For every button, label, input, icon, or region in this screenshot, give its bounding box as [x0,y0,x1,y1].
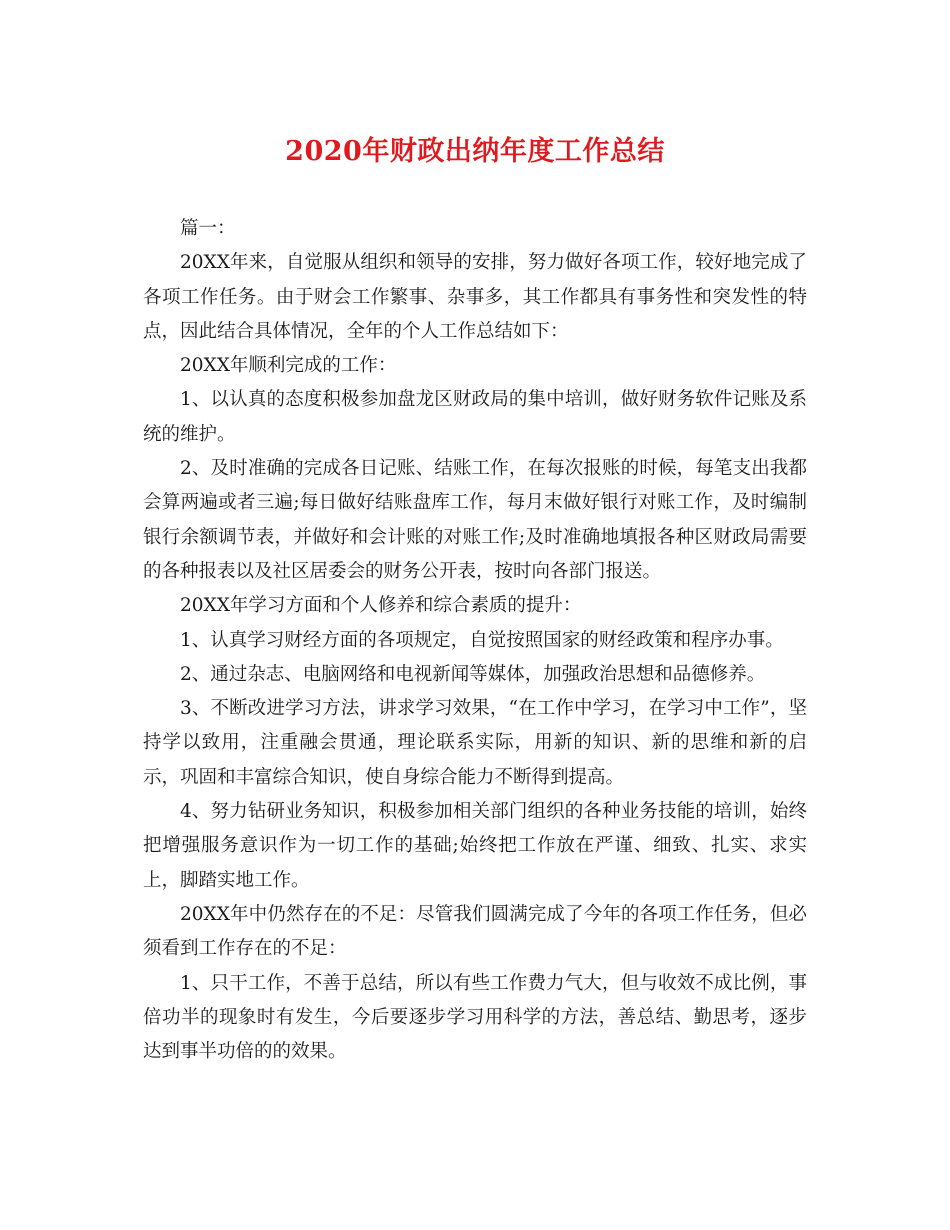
paragraph-completed-item-1: 1、以认真的态度积极参加盘龙区财政局的集中培训，做好财务软件记账及系统的维护。 [143,389,807,445]
section-heading-part-one: 篇一： [180,218,236,239]
paragraph-shortcoming-item-1: 1、只干工作，不善于总结，所以有些工作费力气大，但与收效不成比例，事倍功半的现象时有发生，今后要逐步学习用科学的方法，善总结、勤思考，逐步达到事半功倍的的效果。 [143,972,807,1063]
section-heading-study-improvement: 20XX年学习方面和个人修养和综合素质的提升： [180,595,582,617]
paragraph-study-item-3: 3、不断改进学习方法，讲求学习效果，“在工作中学习，在学习中工作”，坚持学以致用，注重融会贯通，理论联系实际，用新的知识、新的思维和新的启示，巩固和丰富综合知识，使自身综合能力不断得到提高。 [143,698,807,788]
paragraph-study-item-4: 4、努力钻研业务知识，积极参加相关部门组织的各种业务技能的培训，始终把增强服务意识作为一切工作的基础;始终把工作放在严谨、细致、扎实、求实上，脚踏实地工作。 [143,801,807,891]
section-heading-completed-work: 20XX年顺利完成的工作： [180,355,397,377]
document-body [143,212,807,1069]
paragraph-shortcomings: 20XX年中仍然存在的不足：尽管我们圆满完成了今年的各项工作任务，但必须看到工作存在的不足： [143,903,807,960]
paragraph-study-item-1: 1、认真学习财经方面的各项规定，自觉按照国家的财经政策和程序办事。 [180,629,784,651]
paragraph-completed-item-2: 2、及时准确的完成各日记账、结账工作，在每次报账的时候，每笔支出我都会算两遍或者三遍;每日做好结账盘库工作，每月末做好银行对账工作，及时编制银行余额调节表，并做好和会计账的对账工作;及时准确地填报各种区财政局需要的各种报表以及社区居委会的财务公开表，按时向各部门报送。 [143,458,807,582]
document-title: 2020年财政出纳年度工作总结 [285,136,665,167]
paragraph-study-item-2: 2、通过杂志、电脑网络和电视新闻等媒体，加强政治思想和品德修养。 [180,663,766,685]
paragraph-intro: 20XX年来，自觉服从组织和领导的安排，努力做好各项工作，较好地完成了各项工作任务。由于财会工作繁事、杂事多，其工作都具有事务性和突发性的特点，因此结合具体情况，全年的个人工作总结如下： [143,252,807,342]
